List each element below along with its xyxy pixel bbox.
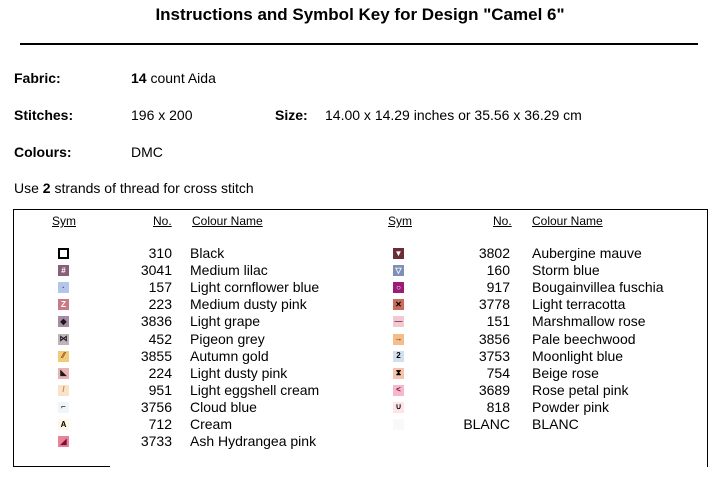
- stitch-symbol-icon: Z: [58, 299, 69, 310]
- stitch-symbol-icon: ⧗: [393, 368, 404, 379]
- stitch-symbol-icon: →: [394, 334, 403, 343]
- dmc-number: 754: [486, 364, 510, 381]
- dmc-number: 3753: [478, 347, 510, 364]
- dmc-number: 3733: [140, 433, 172, 450]
- stitch-symbol-icon: ✕: [393, 299, 404, 310]
- stitch-symbol-icon: A: [58, 419, 69, 430]
- colour-row: [0, 382, 720, 399]
- strands-prefix: Use: [14, 180, 43, 196]
- stitch-symbol-icon: ◆: [58, 316, 69, 327]
- colour-name: Beige rose: [532, 364, 599, 381]
- colour-name: Bougainvillea fuschia: [532, 279, 664, 296]
- colour-name: Autumn gold: [190, 347, 269, 364]
- stitch-symbol-icon: ⋈: [59, 334, 68, 343]
- stitch-symbol-icon: ○: [393, 282, 404, 293]
- dmc-number: 310: [148, 245, 172, 261]
- colour-name: Medium dusty pink: [190, 296, 307, 313]
- left-no-header: No.: [153, 214, 172, 228]
- left-sym-header: Sym: [52, 214, 76, 228]
- colour-row: [0, 433, 720, 450]
- colour-name: Medium lilac: [190, 262, 268, 279]
- fabric-count: 14: [131, 70, 147, 86]
- strands-suffix: strands of thread for cross stitch: [50, 180, 254, 196]
- colour-row: [0, 313, 720, 330]
- colour-name: Black: [190, 245, 225, 261]
- colour-row: [0, 296, 720, 313]
- dmc-number: 951: [148, 381, 172, 398]
- colour-name: Powder pink: [532, 398, 610, 415]
- page-title: Instructions and Symbol Key for Design "Camel 6": [155, 5, 565, 24]
- right-sym-header: Sym: [388, 214, 412, 228]
- colour-name: Aubergine mauve: [532, 245, 642, 261]
- colour-row: [0, 331, 720, 348]
- colour-name: Pigeon grey: [190, 330, 265, 347]
- title-underline: [20, 43, 698, 45]
- colour-name: Light dusty pink: [190, 364, 288, 381]
- colour-row: [0, 348, 720, 365]
- fabric-type: count Aida: [146, 70, 216, 86]
- dmc-number: 818: [486, 398, 510, 415]
- stitch-symbol-icon: ∪: [393, 402, 404, 413]
- strands-count: 2: [42, 180, 51, 196]
- stitch-symbol-icon: —: [394, 316, 403, 326]
- colour-name: BLANC: [532, 416, 579, 432]
- colour-name: Light cornflower blue: [190, 279, 320, 296]
- dmc-number: 3756: [140, 398, 172, 415]
- strands-instruction: [14, 180, 254, 196]
- colour-name: Light terracotta: [532, 296, 626, 313]
- dmc-number: 452: [148, 330, 172, 347]
- table-bottom-rule: [13, 466, 110, 467]
- dmc-number: 223: [148, 296, 172, 313]
- right-no-header: No.: [493, 214, 512, 228]
- stitch-symbol-icon: [393, 419, 404, 430]
- dmc-number: 3689: [478, 381, 510, 398]
- dmc-number: 3836: [140, 313, 172, 330]
- dmc-number: 3802: [478, 245, 510, 261]
- dmc-number: 3856: [478, 330, 510, 347]
- stitch-symbol-icon: ◣: [58, 368, 69, 379]
- size-value: 14.00 x 14.29 inches or 35.56 x 36.29 cm: [325, 107, 582, 123]
- dmc-number: BLANC: [463, 416, 510, 432]
- colours-label: Colours:: [14, 144, 72, 160]
- colour-row: [0, 416, 720, 433]
- colour-name: Moonlight blue: [532, 347, 624, 364]
- stitch-symbol-icon: 2: [393, 351, 404, 362]
- size-label: Size:: [275, 107, 308, 123]
- stitch-symbol-icon: ▽: [393, 265, 404, 276]
- dmc-number: 3778: [478, 296, 510, 313]
- colour-row: [0, 399, 720, 416]
- colours-value: DMC: [131, 144, 163, 160]
- dmc-number: 917: [486, 279, 510, 296]
- dmc-number: 157: [148, 279, 172, 296]
- left-name-header: Colour Name: [192, 214, 263, 228]
- dmc-number: 224: [148, 364, 172, 381]
- stitches-label: Stitches:: [14, 107, 74, 123]
- fabric-label: Fabric:: [14, 70, 61, 86]
- dmc-number: 160: [486, 262, 510, 279]
- dmc-number: 3855: [140, 347, 172, 364]
- dmc-number: 712: [148, 416, 172, 432]
- colour-name: Rose petal pink: [532, 381, 629, 398]
- colour-row: [0, 365, 720, 382]
- stitch-symbol-icon: ⁄⁄: [58, 351, 69, 362]
- colour-row: [0, 245, 720, 262]
- dmc-number: 151: [486, 313, 510, 330]
- right-name-header: Colour Name: [532, 214, 603, 228]
- dmc-number: 3041: [140, 262, 172, 279]
- colour-name: Pale beechwood: [532, 330, 636, 347]
- stitch-symbol-icon: ◢: [58, 436, 69, 447]
- colour-row: [0, 279, 720, 296]
- stitches-value: 196 x 200: [131, 107, 193, 123]
- colour-name: Cloud blue: [190, 398, 257, 415]
- fabric-value: [131, 70, 216, 86]
- colour-row: [0, 262, 720, 279]
- stitch-symbol-icon: #: [58, 265, 69, 276]
- stitch-symbol-icon: /: [58, 385, 69, 396]
- colour-name: Cream: [190, 416, 233, 432]
- stitch-symbol-icon: ▼: [394, 248, 403, 258]
- colour-name: Light grape: [190, 313, 261, 330]
- colour-name: Storm blue: [532, 262, 600, 279]
- stitch-symbol-icon: <: [393, 385, 404, 396]
- colour-name: Marshmallow rose: [532, 313, 646, 330]
- stitch-symbol-icon: ⌐: [58, 402, 69, 413]
- stitch-symbol-icon: ·: [58, 282, 69, 293]
- colour-name: Light eggshell cream: [190, 381, 320, 398]
- colour-name: Ash Hydrangea pink: [190, 433, 317, 450]
